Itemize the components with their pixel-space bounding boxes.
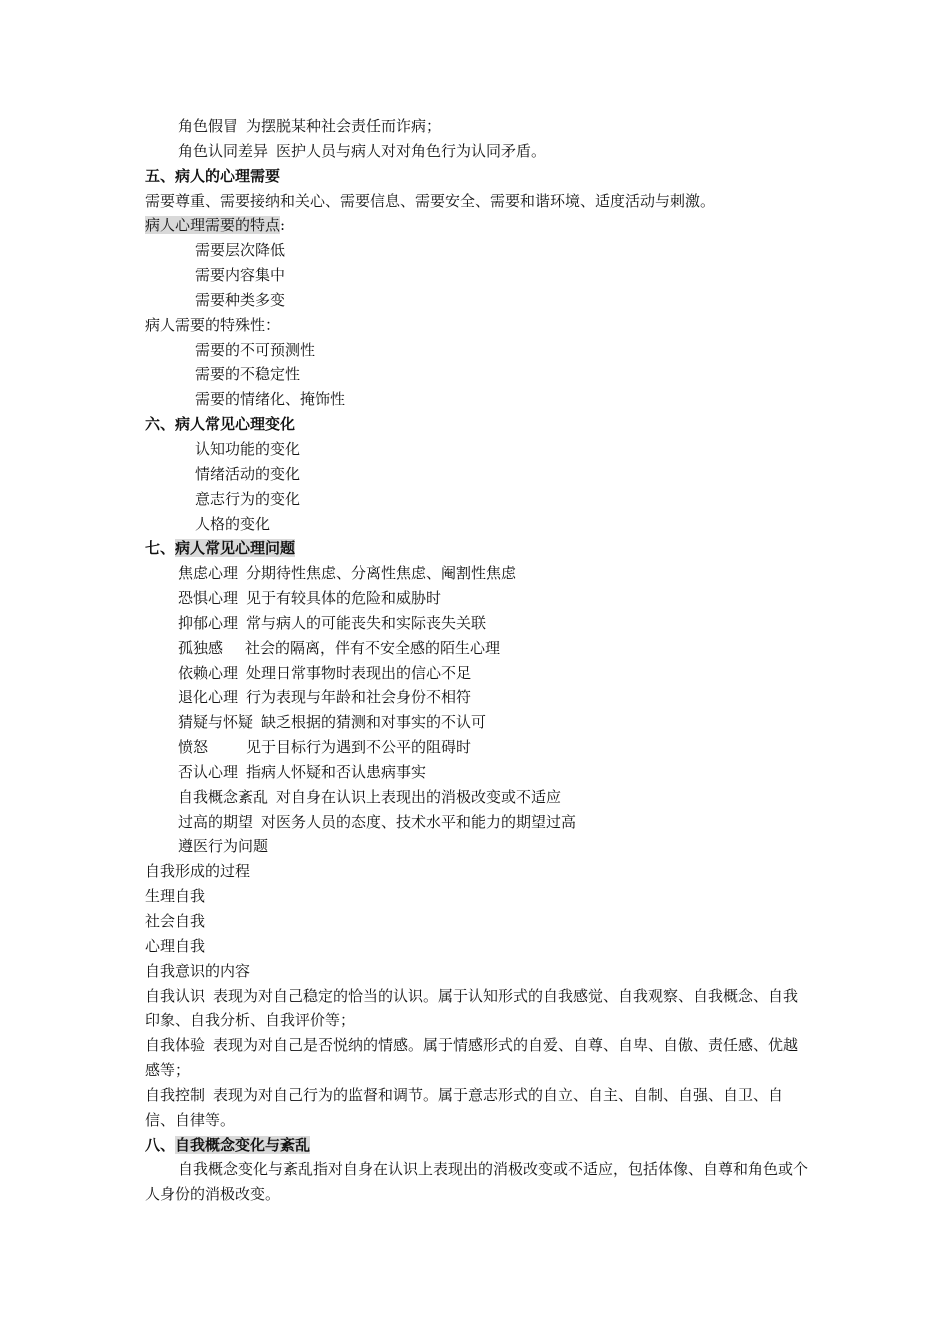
sc-desc: 表现为对自己是否悦纳的情感。属于情感形式的自爱、自尊、自卑、自傲、责任感、优越感等； — [145, 1036, 799, 1080]
self-formation-item: 社会自我 — [145, 912, 206, 930]
self-formation-item: 心理自我 — [145, 936, 206, 955]
problem-term: 孤独感 — [178, 638, 224, 657]
problem-desc: 对医务人员的态度、技术水平和能力的期望过高 — [261, 812, 577, 831]
problem-item — [145, 834, 810, 859]
section-8-heading — [145, 1133, 810, 1158]
document-page — [145, 114, 810, 1207]
self-consciousness-item — [145, 984, 810, 1034]
problem-term: 依赖心理 — [178, 663, 239, 682]
section-8-title: 自我概念变化与紊乱 — [175, 1135, 311, 1154]
self-formation-title: 自我形成的过程 — [145, 862, 251, 881]
self-consciousness-item — [145, 1083, 810, 1133]
problem-item — [145, 810, 810, 835]
problem-desc: 对自身在认识上表现出的消极改变或不适应 — [276, 787, 562, 806]
special-item: 需要的情绪化、掩饰性 — [195, 390, 346, 409]
problem-item — [145, 661, 810, 686]
needs-list-text: 需要尊重、需要接纳和关心、需要信息、需要安全、需要和谐环境、适度活动与刺激。 — [145, 191, 716, 210]
problem-desc: 处理日常事物时表现出的信心不足 — [246, 663, 472, 682]
problem-term: 过高的期望 — [178, 812, 254, 831]
problem-desc: 社会的隔离，伴有不安全感的陌生心理 — [245, 638, 501, 657]
problem-item — [145, 760, 810, 785]
special-item: 需要的不稳定性 — [195, 365, 301, 384]
problem-term: 抑郁心理 — [178, 613, 239, 632]
problem-term: 自我概念紊乱 — [178, 787, 269, 806]
problem-desc: 见于目标行为遇到不公平的阻碍时 — [246, 738, 472, 757]
role-desc: 为摆脱某种社会责任而诈病； — [246, 117, 442, 135]
change-item: 情绪活动的变化 — [195, 464, 301, 483]
section-8-paragraph: 自我概念变化与紊乱指对自身在认识上表现出的消极改变或不适应，包括体像、自尊和角色或个人身份的消极改变。 — [145, 1160, 809, 1204]
features-title — [145, 213, 810, 238]
problem-item — [145, 611, 810, 636]
problem-desc: 常与病人的可能丧失和实际丧失关联 — [246, 613, 487, 632]
problem-term: 恐惧心理 — [178, 589, 239, 608]
section-5-heading: 五、病人的心理需要 — [145, 166, 281, 185]
problem-term: 否认心理 — [178, 762, 239, 781]
problem-item — [145, 586, 810, 611]
problem-desc: 指病人怀疑和否认患病事实 — [246, 762, 427, 781]
self-consciousness-item — [145, 1033, 810, 1083]
problem-term: 愤怒 — [178, 738, 209, 757]
change-item: 意志行为的变化 — [195, 489, 301, 508]
role-item — [145, 139, 810, 164]
problem-term: 焦虑心理 — [178, 564, 239, 583]
section-8-prefix: 八、 — [145, 1135, 176, 1154]
section-6-heading: 六、病人常见心理变化 — [145, 415, 296, 434]
problem-item — [145, 785, 810, 810]
role-desc: 医护人员与病人对对角色行为认同矛盾。 — [276, 141, 547, 160]
problem-item — [145, 636, 810, 661]
features-title-colon: : — [280, 216, 286, 235]
section-7-prefix: 七、 — [145, 539, 176, 558]
sc-term: 自我认识 — [145, 986, 206, 1005]
problem-desc: 缺乏根据的猜测和对事实的不认可 — [261, 713, 487, 732]
problem-term: 遵医行为问题 — [178, 837, 269, 856]
self-consciousness-title: 自我意识的内容 — [145, 961, 251, 980]
feature-item: 需要内容集中 — [195, 266, 286, 285]
role-term: 角色认同差异 — [178, 141, 269, 160]
problem-desc: 行为表现与年龄和社会身份不相符 — [246, 688, 472, 707]
problem-item — [145, 685, 810, 710]
role-item — [145, 114, 810, 139]
features-title-highlight: 病人心理需要的特点 — [145, 216, 281, 235]
problem-item — [145, 735, 810, 760]
section-7-heading — [145, 536, 810, 561]
problem-item — [145, 561, 810, 586]
change-item: 认知功能的变化 — [195, 439, 301, 458]
sc-desc: 表现为对自己稳定的恰当的认识。属于认知形式的自我感觉、自我观察、自我概念、自我印象、自我分析、自我评价等； — [145, 986, 799, 1030]
feature-item: 需要层次降低 — [195, 241, 286, 260]
change-item: 人格的变化 — [195, 514, 271, 533]
problem-item — [145, 710, 810, 735]
special-item: 需要的不可预测性 — [195, 340, 316, 359]
problem-desc: 分期待性焦虑、分离性焦虑、阉割性焦虑 — [246, 564, 517, 583]
feature-item: 需要种类多变 — [195, 290, 286, 309]
special-title: 病人需要的特殊性： — [145, 315, 281, 334]
problem-term: 退化心理 — [178, 688, 239, 707]
self-formation-item: 生理自我 — [145, 887, 206, 906]
role-term: 角色假冒 — [178, 117, 239, 135]
sc-term: 自我体验 — [145, 1036, 206, 1055]
sc-desc: 表现为对自己行为的监督和调节。属于意志形式的自立、自主、自制、自强、自卫、自信、自律等。 — [145, 1085, 784, 1129]
sc-term: 自我控制 — [145, 1085, 206, 1104]
problem-desc: 见于有较具体的危险和威胁时 — [246, 589, 442, 608]
section-7-title: 病人常见心理问题 — [175, 539, 296, 558]
problem-term: 猜疑与怀疑 — [178, 713, 254, 732]
